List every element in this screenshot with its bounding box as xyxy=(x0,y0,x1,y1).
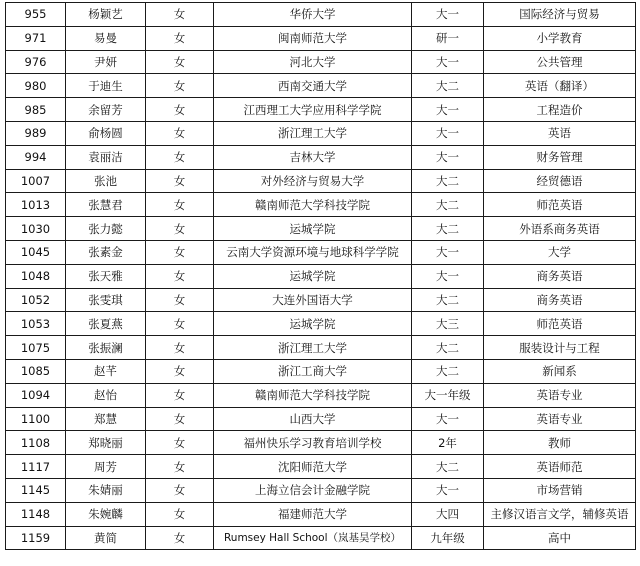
row-school-cell: 华侨大学 xyxy=(214,3,412,27)
row-id-cell: 1108 xyxy=(6,431,66,455)
row-name-cell: 张天雅 xyxy=(66,264,146,288)
row-name-cell: 张池 xyxy=(66,169,146,193)
row-name-cell: 朱婧丽 xyxy=(66,478,146,502)
row-gender-cell: 女 xyxy=(146,455,214,479)
table-row xyxy=(6,193,636,217)
row-id-cell: 980 xyxy=(6,74,66,98)
row-grade-cell: 大一 xyxy=(412,240,484,264)
row-major-cell: 商务英语 xyxy=(484,264,636,288)
row-name-cell: 易曼 xyxy=(66,26,146,50)
row-name-cell: 郑慧 xyxy=(66,407,146,431)
row-major-cell: 英语师范 xyxy=(484,455,636,479)
table-row xyxy=(6,336,636,360)
row-school-cell: Rumsey Hall School（岚基昊学校） xyxy=(214,526,412,550)
row-grade-cell: 大二 xyxy=(412,288,484,312)
row-grade-cell: 大二 xyxy=(412,169,484,193)
row-grade-cell: 九年级 xyxy=(412,526,484,550)
row-name-cell: 张素金 xyxy=(66,240,146,264)
row-school-cell: 云南大学资源环境与地球科学学院 xyxy=(214,240,412,264)
row-id-cell: 1159 xyxy=(6,526,66,550)
row-school-cell: 沈阳师范大学 xyxy=(214,455,412,479)
row-major-cell: 新闻系 xyxy=(484,359,636,383)
table-row xyxy=(6,478,636,502)
row-id-cell: 1007 xyxy=(6,169,66,193)
table-row xyxy=(6,74,636,98)
table-row xyxy=(6,264,636,288)
row-major-cell: 外语系商务英语 xyxy=(484,217,636,241)
row-gender-cell: 女 xyxy=(146,526,214,550)
row-gender-cell: 女 xyxy=(146,359,214,383)
row-id-cell: 976 xyxy=(6,50,66,74)
row-id-cell: 1148 xyxy=(6,502,66,526)
row-grade-cell: 大一 xyxy=(412,3,484,27)
row-gender-cell: 女 xyxy=(146,502,214,526)
row-grade-cell: 大一 xyxy=(412,50,484,74)
row-id-cell: 1052 xyxy=(6,288,66,312)
row-school-cell: 闽南师范大学 xyxy=(214,26,412,50)
row-id-cell: 1117 xyxy=(6,455,66,479)
row-school-cell: 福州快乐学习教育培训学校 xyxy=(214,431,412,455)
row-name-cell: 俞杨圆 xyxy=(66,121,146,145)
table-row xyxy=(6,3,636,27)
row-id-cell: 1048 xyxy=(6,264,66,288)
row-school-cell: 浙江理工大学 xyxy=(214,336,412,360)
row-grade-cell: 大二 xyxy=(412,455,484,479)
row-name-cell: 黄简 xyxy=(66,526,146,550)
row-grade-cell: 大一 xyxy=(412,478,484,502)
row-grade-cell: 大二 xyxy=(412,217,484,241)
row-id-cell: 1094 xyxy=(6,383,66,407)
row-grade-cell: 大一 xyxy=(412,98,484,122)
table-row xyxy=(6,169,636,193)
table-row xyxy=(6,26,636,50)
row-grade-cell: 大一 xyxy=(412,121,484,145)
row-school-cell: 西南交通大学 xyxy=(214,74,412,98)
row-grade-cell: 研一 xyxy=(412,26,484,50)
row-gender-cell: 女 xyxy=(146,3,214,27)
row-name-cell: 于迪生 xyxy=(66,74,146,98)
row-name-cell: 周芳 xyxy=(66,455,146,479)
row-grade-cell: 大二 xyxy=(412,359,484,383)
row-major-cell: 英语专业 xyxy=(484,407,636,431)
row-grade-cell: 大一 xyxy=(412,407,484,431)
table-row xyxy=(6,217,636,241)
row-grade-cell: 大一年级 xyxy=(412,383,484,407)
row-gender-cell: 女 xyxy=(146,288,214,312)
table-row xyxy=(6,121,636,145)
row-id-cell: 1085 xyxy=(6,359,66,383)
row-name-cell: 张雯琪 xyxy=(66,288,146,312)
row-school-cell: 运城学院 xyxy=(214,264,412,288)
row-grade-cell: 大二 xyxy=(412,74,484,98)
row-major-cell: 英语（翻译） xyxy=(484,74,636,98)
roster-table xyxy=(5,2,636,550)
table-row xyxy=(6,502,636,526)
table-row xyxy=(6,383,636,407)
row-school-cell: 浙江工商大学 xyxy=(214,359,412,383)
row-name-cell: 张力懿 xyxy=(66,217,146,241)
row-major-cell: 教师 xyxy=(484,431,636,455)
table-row xyxy=(6,526,636,550)
row-grade-cell: 大一 xyxy=(412,145,484,169)
row-major-cell: 英语 xyxy=(484,121,636,145)
row-id-cell: 971 xyxy=(6,26,66,50)
row-school-cell: 河北大学 xyxy=(214,50,412,74)
row-name-cell: 尹妍 xyxy=(66,50,146,74)
row-gender-cell: 女 xyxy=(146,169,214,193)
row-school-cell: 浙江理工大学 xyxy=(214,121,412,145)
row-gender-cell: 女 xyxy=(146,217,214,241)
table-row xyxy=(6,431,636,455)
row-major-cell: 经贸德语 xyxy=(484,169,636,193)
row-school-cell: 运城学院 xyxy=(214,312,412,336)
row-id-cell: 985 xyxy=(6,98,66,122)
row-name-cell: 杨颖艺 xyxy=(66,3,146,27)
row-id-cell: 1030 xyxy=(6,217,66,241)
table-row xyxy=(6,312,636,336)
row-name-cell: 张振澜 xyxy=(66,336,146,360)
row-id-cell: 1013 xyxy=(6,193,66,217)
row-gender-cell: 女 xyxy=(146,336,214,360)
row-name-cell: 郑晓丽 xyxy=(66,431,146,455)
table-row xyxy=(6,98,636,122)
row-id-cell: 955 xyxy=(6,3,66,27)
row-name-cell: 赵怡 xyxy=(66,383,146,407)
row-major-cell: 师范英语 xyxy=(484,312,636,336)
row-gender-cell: 女 xyxy=(146,240,214,264)
row-gender-cell: 女 xyxy=(146,145,214,169)
row-name-cell: 张夏燕 xyxy=(66,312,146,336)
row-gender-cell: 女 xyxy=(146,478,214,502)
table-row xyxy=(6,288,636,312)
row-school-cell: 大连外国语大学 xyxy=(214,288,412,312)
row-gender-cell: 女 xyxy=(146,407,214,431)
row-major-cell: 服装设计与工程 xyxy=(484,336,636,360)
row-name-cell: 袁丽洁 xyxy=(66,145,146,169)
row-school-cell: 赣南师范大学科技学院 xyxy=(214,193,412,217)
row-school-cell: 江西理工大学应用科学学院 xyxy=(214,98,412,122)
row-school-cell: 吉林大学 xyxy=(214,145,412,169)
row-school-cell: 赣南师范大学科技学院 xyxy=(214,383,412,407)
row-grade-cell: 2年 xyxy=(412,431,484,455)
row-major-cell: 财务管理 xyxy=(484,145,636,169)
table-row xyxy=(6,240,636,264)
row-major-cell: 英语专业 xyxy=(484,383,636,407)
row-major-cell: 师范英语 xyxy=(484,193,636,217)
row-major-cell: 小学教育 xyxy=(484,26,636,50)
row-grade-cell: 大一 xyxy=(412,264,484,288)
table-row xyxy=(6,455,636,479)
row-id-cell: 1075 xyxy=(6,336,66,360)
row-gender-cell: 女 xyxy=(146,383,214,407)
row-gender-cell: 女 xyxy=(146,264,214,288)
table-row xyxy=(6,359,636,383)
roster-body xyxy=(6,3,636,550)
row-id-cell: 994 xyxy=(6,145,66,169)
row-school-cell: 上海立信会计金融学院 xyxy=(214,478,412,502)
row-grade-cell: 大二 xyxy=(412,336,484,360)
row-gender-cell: 女 xyxy=(146,26,214,50)
table-row xyxy=(6,145,636,169)
row-major-cell: 市场营销 xyxy=(484,478,636,502)
row-school-cell: 山西大学 xyxy=(214,407,412,431)
table-row xyxy=(6,407,636,431)
row-name-cell: 朱婉麟 xyxy=(66,502,146,526)
row-school-cell: 对外经济与贸易大学 xyxy=(214,169,412,193)
row-major-cell: 国际经济与贸易 xyxy=(484,3,636,27)
row-gender-cell: 女 xyxy=(146,98,214,122)
row-grade-cell: 大四 xyxy=(412,502,484,526)
row-gender-cell: 女 xyxy=(146,121,214,145)
row-name-cell: 张慧君 xyxy=(66,193,146,217)
row-grade-cell: 大二 xyxy=(412,193,484,217)
row-gender-cell: 女 xyxy=(146,193,214,217)
row-school-cell: 福建师范大学 xyxy=(214,502,412,526)
row-gender-cell: 女 xyxy=(146,312,214,336)
row-major-cell: 商务英语 xyxy=(484,288,636,312)
row-id-cell: 1045 xyxy=(6,240,66,264)
row-major-cell: 大学 xyxy=(484,240,636,264)
table-row xyxy=(6,50,636,74)
row-school-cell: 运城学院 xyxy=(214,217,412,241)
row-gender-cell: 女 xyxy=(146,431,214,455)
row-major-cell: 高中 xyxy=(484,526,636,550)
row-grade-cell: 大三 xyxy=(412,312,484,336)
row-name-cell: 赵芊 xyxy=(66,359,146,383)
row-gender-cell: 女 xyxy=(146,74,214,98)
row-id-cell: 989 xyxy=(6,121,66,145)
row-id-cell: 1053 xyxy=(6,312,66,336)
row-major-cell: 工程造价 xyxy=(484,98,636,122)
row-major-cell: 公共管理 xyxy=(484,50,636,74)
row-major-cell: 主修汉语言文学，辅修英语 xyxy=(484,502,636,526)
row-id-cell: 1100 xyxy=(6,407,66,431)
row-gender-cell: 女 xyxy=(146,50,214,74)
row-name-cell: 余留芳 xyxy=(66,98,146,122)
row-id-cell: 1145 xyxy=(6,478,66,502)
